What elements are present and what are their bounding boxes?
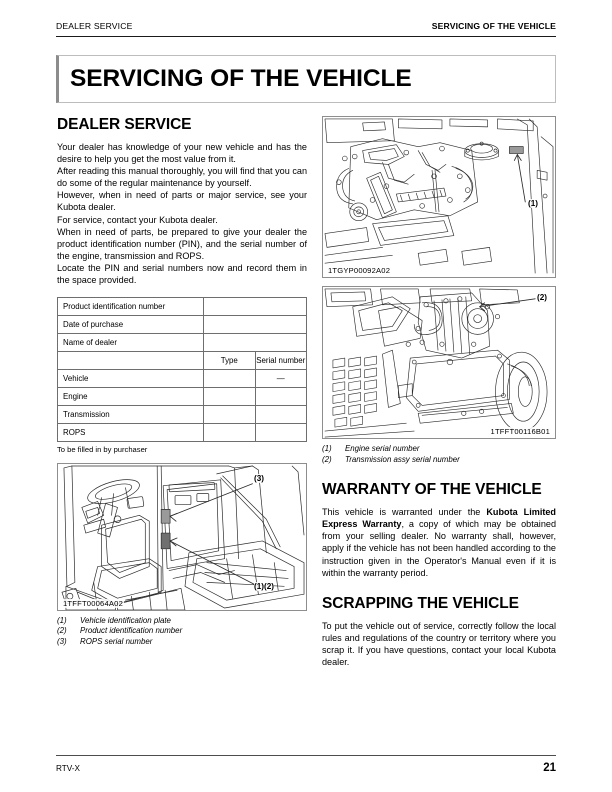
caption-item [57,626,307,637]
table-cell-serial[interactable] [255,424,307,442]
warranty-text-after: , a copy of which may be obtained from your selling dealer. No warranty shall, however, apply if the vehicle has not been handled according to the instruction given in the Operator's Manual even if it is within the warranty period. [322,519,556,578]
figure-callout-3: (3) [254,473,265,483]
table-cell-label: ROPS [58,424,204,442]
table-cell-type[interactable] [204,424,256,442]
caption-item [57,616,307,627]
warranty-paragraph [322,506,556,579]
header-right-text: SERVICING OF THE VEHICLE [431,21,556,31]
table-row [58,406,307,424]
page-number: 21 [543,762,556,774]
caption-item [57,637,307,648]
footer-model-text: RTV-X [56,764,80,773]
caption-number: (2) [322,454,332,464]
footer-divider [56,755,556,756]
caption-text: Product identification number [80,626,183,636]
running-footer [56,762,556,774]
table-cell-blank[interactable] [204,298,307,316]
table-row [58,424,307,442]
table-row [58,370,307,388]
table-row [58,298,307,316]
section-heading-scrapping: SCRAPPING THE VEHICLE [322,594,519,612]
figure-caption-list [322,444,556,465]
paragraph: When in need of parts, be prepared to give your dealer the product identification number (PIN), and the serial number of the engine, transmission and ROPS. [57,226,307,261]
table-row [58,388,307,406]
table-cell-type[interactable] [204,406,256,424]
paragraph: For service, contact your Kubota dealer. [57,214,218,225]
caption-text: Engine serial number [345,444,420,453]
figure-id: 1TGYP00092A02 [328,266,391,275]
caption-number: (1) [322,444,332,453]
right-column [322,116,556,668]
figure-callout-1-2: (1)(2) [254,581,275,591]
paragraph: Locate the PIN and serial numbers now and record them in the space provided. [57,262,307,286]
caption-text: Transmission assy serial number [345,454,460,464]
caption-item [322,444,556,455]
identification-table [57,297,307,442]
table-cell-label: Date of purchase [58,316,204,334]
figure-callout-1: (1) [528,199,539,208]
section-heading-warranty: WARRANTY OF THE VEHICLE [322,481,542,499]
table-header-row [58,352,307,370]
caption-number: (3) [57,636,67,646]
scrapping-paragraph: To put the vehicle out of service, correctly follow the local rules and regulations of the country or territory where you scrap it. If you have questions, contact your local Kubota dealer. [322,620,556,668]
table-cell-serial: — [255,370,307,388]
figure-transmission-serial [322,286,556,439]
figure-illustration-engine [323,117,555,277]
table-note: To be filled in by purchaser [57,444,148,454]
table-cell-label: Engine [58,388,204,406]
table-column-header-serial: Serial number [255,352,307,370]
paragraph: However, when in need of parts or major service, see your Kubota dealer. [57,190,307,213]
figure-illustration-transmission [323,287,555,438]
figure-vehicle-identification [57,463,307,611]
figure-id: 1TFFT00064A02 [63,598,124,608]
table-cell-serial[interactable] [255,388,307,406]
caption-text: Vehicle identification plate [80,615,171,625]
table-cell-label: Name of dealer [58,334,204,352]
table-cell-type[interactable] [204,370,256,388]
table-cell-empty [58,352,204,370]
caption-item [322,455,556,466]
left-column [57,116,307,647]
header-left-text: DEALER SERVICE [56,21,133,31]
table-row [58,334,307,352]
figure-caption-list [57,616,307,648]
figure-engine-serial [322,116,556,278]
caption-text: ROPS serial number [80,636,153,646]
table-cell-serial[interactable] [255,406,307,424]
table-cell-blank[interactable] [204,316,307,334]
caption-number: (1) [57,615,67,625]
chapter-title-band [56,55,556,103]
figure-id: 1TFFT00116B01 [490,427,550,436]
table-cell-label: Transmission [58,406,204,424]
section-heading-dealer-service: DEALER SERVICE [57,116,192,133]
warranty-bold-phrase: Kubota Limited Express Warranty [322,507,556,530]
figure-callout-2: (2) [537,293,548,302]
table-cell-label: Product identification number [58,298,204,316]
warranty-text-before: This vehicle is warranted under the [322,507,487,518]
page-title: SERVICING OF THE VEHICLE [70,65,412,92]
header-divider [56,36,556,37]
running-header [56,21,556,31]
paragraph: Your dealer has knowledge of your new vehicle and has the desire to help you get the most value from it. [57,142,307,165]
table-column-header-type: Type [204,352,256,370]
caption-number: (2) [57,626,67,636]
paragraph: After reading this manual thoroughly, you will find that you can do some of the regular maintenance by yourself. [57,166,307,189]
table-cell-blank[interactable] [204,334,307,352]
table-cell-type[interactable] [204,388,256,406]
table-cell-label: Vehicle [58,370,204,388]
table-row [58,316,307,334]
